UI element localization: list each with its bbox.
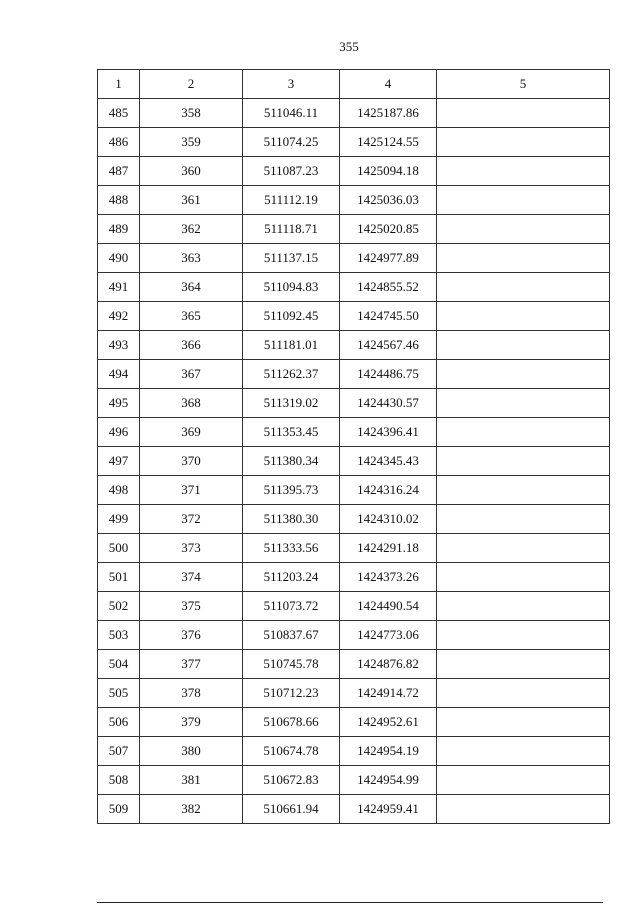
note-cell xyxy=(437,331,610,360)
y-coordinate-cell: 1424310.02 xyxy=(340,505,437,534)
note-cell xyxy=(437,737,610,766)
y-coordinate-cell: 1424373.26 xyxy=(340,563,437,592)
column-header: 5 xyxy=(437,70,610,99)
column-header: 1 xyxy=(98,70,140,99)
column-header: 3 xyxy=(243,70,340,99)
table-row xyxy=(98,679,610,708)
x-coordinate-cell: 511380.30 xyxy=(243,505,340,534)
x-coordinate-cell: 511092.45 xyxy=(243,302,340,331)
y-coordinate-cell: 1424430.57 xyxy=(340,389,437,418)
table-row xyxy=(98,447,610,476)
y-coordinate-cell: 1424316.24 xyxy=(340,476,437,505)
x-coordinate-cell: 511380.34 xyxy=(243,447,340,476)
point-number-cell: 363 xyxy=(140,244,243,273)
x-coordinate-cell: 510674.78 xyxy=(243,737,340,766)
note-cell xyxy=(437,621,610,650)
note-cell xyxy=(437,766,610,795)
row-number-cell: 509 xyxy=(98,795,140,824)
y-coordinate-cell: 1424773.06 xyxy=(340,621,437,650)
y-coordinate-cell: 1424977.89 xyxy=(340,244,437,273)
point-number-cell: 378 xyxy=(140,679,243,708)
table-body xyxy=(98,99,610,824)
table-row xyxy=(98,563,610,592)
x-coordinate-cell: 511137.15 xyxy=(243,244,340,273)
point-number-cell: 381 xyxy=(140,766,243,795)
row-number-cell: 508 xyxy=(98,766,140,795)
note-cell xyxy=(437,99,610,128)
x-coordinate-cell: 511118.71 xyxy=(243,215,340,244)
point-number-cell: 370 xyxy=(140,447,243,476)
note-cell xyxy=(437,418,610,447)
table-row xyxy=(98,505,610,534)
row-number-cell: 491 xyxy=(98,273,140,302)
row-number-cell: 494 xyxy=(98,360,140,389)
note-cell xyxy=(437,273,610,302)
row-number-cell: 502 xyxy=(98,592,140,621)
point-number-cell: 358 xyxy=(140,99,243,128)
point-number-cell: 380 xyxy=(140,737,243,766)
x-coordinate-cell: 511203.24 xyxy=(243,563,340,592)
point-number-cell: 365 xyxy=(140,302,243,331)
table-row xyxy=(98,795,610,824)
row-number-cell: 495 xyxy=(98,389,140,418)
point-number-cell: 368 xyxy=(140,389,243,418)
note-cell xyxy=(437,476,610,505)
y-coordinate-cell: 1424490.54 xyxy=(340,592,437,621)
point-number-cell: 362 xyxy=(140,215,243,244)
y-coordinate-cell: 1425020.85 xyxy=(340,215,437,244)
y-coordinate-cell: 1424345.43 xyxy=(340,447,437,476)
y-coordinate-cell: 1424291.18 xyxy=(340,534,437,563)
header-row xyxy=(98,70,610,99)
note-cell xyxy=(437,186,610,215)
point-number-cell: 377 xyxy=(140,650,243,679)
y-coordinate-cell: 1425124.55 xyxy=(340,128,437,157)
point-number-cell: 376 xyxy=(140,621,243,650)
note-cell xyxy=(437,360,610,389)
x-coordinate-cell: 510712.23 xyxy=(243,679,340,708)
note-cell xyxy=(437,563,610,592)
coordinates-table xyxy=(97,69,610,824)
table-row xyxy=(98,331,610,360)
y-coordinate-cell: 1424855.52 xyxy=(340,273,437,302)
point-number-cell: 366 xyxy=(140,331,243,360)
y-coordinate-cell: 1424952.61 xyxy=(340,708,437,737)
x-coordinate-cell: 511073.72 xyxy=(243,592,340,621)
point-number-cell: 369 xyxy=(140,418,243,447)
y-coordinate-cell: 1425094.18 xyxy=(340,157,437,186)
row-number-cell: 498 xyxy=(98,476,140,505)
x-coordinate-cell: 510745.78 xyxy=(243,650,340,679)
row-number-cell: 489 xyxy=(98,215,140,244)
note-cell xyxy=(437,534,610,563)
point-number-cell: 374 xyxy=(140,563,243,592)
note-cell xyxy=(437,389,610,418)
page-number: 355 xyxy=(339,39,359,54)
note-cell xyxy=(437,592,610,621)
x-coordinate-cell: 511262.37 xyxy=(243,360,340,389)
y-coordinate-cell: 1424914.72 xyxy=(340,679,437,708)
column-header: 2 xyxy=(140,70,243,99)
point-number-cell: 372 xyxy=(140,505,243,534)
y-coordinate-cell: 1424745.50 xyxy=(340,302,437,331)
x-coordinate-cell: 511395.73 xyxy=(243,476,340,505)
x-coordinate-cell: 510837.67 xyxy=(243,621,340,650)
note-cell xyxy=(437,157,610,186)
x-coordinate-cell: 511181.01 xyxy=(243,331,340,360)
table-row xyxy=(98,99,610,128)
x-coordinate-cell: 511087.23 xyxy=(243,157,340,186)
table-row xyxy=(98,737,610,766)
table-row xyxy=(98,128,610,157)
row-number-cell: 501 xyxy=(98,563,140,592)
note-cell xyxy=(437,215,610,244)
table-row xyxy=(98,273,610,302)
row-number-cell: 505 xyxy=(98,679,140,708)
row-number-cell: 497 xyxy=(98,447,140,476)
row-number-cell: 504 xyxy=(98,650,140,679)
note-cell xyxy=(437,679,610,708)
note-cell xyxy=(437,795,610,824)
note-cell xyxy=(437,650,610,679)
y-coordinate-cell: 1424486.75 xyxy=(340,360,437,389)
x-coordinate-cell: 511046.11 xyxy=(243,99,340,128)
y-coordinate-cell: 1424567.46 xyxy=(340,331,437,360)
y-coordinate-cell: 1424954.99 xyxy=(340,766,437,795)
table-row xyxy=(98,302,610,331)
table-row xyxy=(98,766,610,795)
note-cell xyxy=(437,447,610,476)
note-cell xyxy=(437,128,610,157)
table-header xyxy=(98,70,610,99)
row-number-cell: 493 xyxy=(98,331,140,360)
y-coordinate-cell: 1424959.41 xyxy=(340,795,437,824)
table-row xyxy=(98,244,610,273)
column-header: 4 xyxy=(340,70,437,99)
table-row xyxy=(98,650,610,679)
row-number-cell: 487 xyxy=(98,157,140,186)
y-coordinate-cell: 1424396.41 xyxy=(340,418,437,447)
row-number-cell: 500 xyxy=(98,534,140,563)
row-number-cell: 485 xyxy=(98,99,140,128)
table-row xyxy=(98,186,610,215)
table-row xyxy=(98,592,610,621)
x-coordinate-cell: 511353.45 xyxy=(243,418,340,447)
table-row xyxy=(98,621,610,650)
table-row xyxy=(98,418,610,447)
point-number-cell: 371 xyxy=(140,476,243,505)
row-number-cell: 507 xyxy=(98,737,140,766)
point-number-cell: 367 xyxy=(140,360,243,389)
x-coordinate-cell: 510672.83 xyxy=(243,766,340,795)
note-cell xyxy=(437,244,610,273)
x-coordinate-cell: 511319.02 xyxy=(243,389,340,418)
table-row xyxy=(98,215,610,244)
row-number-cell: 490 xyxy=(98,244,140,273)
table-row xyxy=(98,708,610,737)
table-row xyxy=(98,534,610,563)
row-number-cell: 496 xyxy=(98,418,140,447)
y-coordinate-cell: 1424876.82 xyxy=(340,650,437,679)
y-coordinate-cell: 1425187.86 xyxy=(340,99,437,128)
note-cell xyxy=(437,505,610,534)
point-number-cell: 375 xyxy=(140,592,243,621)
note-cell xyxy=(437,708,610,737)
footer-rule xyxy=(97,902,603,903)
row-number-cell: 492 xyxy=(98,302,140,331)
x-coordinate-cell: 510661.94 xyxy=(243,795,340,824)
point-number-cell: 382 xyxy=(140,795,243,824)
point-number-cell: 359 xyxy=(140,128,243,157)
row-number-cell: 506 xyxy=(98,708,140,737)
point-number-cell: 360 xyxy=(140,157,243,186)
x-coordinate-cell: 511074.25 xyxy=(243,128,340,157)
x-coordinate-cell: 511094.83 xyxy=(243,273,340,302)
y-coordinate-cell: 1425036.03 xyxy=(340,186,437,215)
y-coordinate-cell: 1424954.19 xyxy=(340,737,437,766)
point-number-cell: 373 xyxy=(140,534,243,563)
point-number-cell: 361 xyxy=(140,186,243,215)
table-row xyxy=(98,476,610,505)
point-number-cell: 364 xyxy=(140,273,243,302)
point-number-cell: 379 xyxy=(140,708,243,737)
row-number-cell: 486 xyxy=(98,128,140,157)
x-coordinate-cell: 510678.66 xyxy=(243,708,340,737)
row-number-cell: 499 xyxy=(98,505,140,534)
table-row xyxy=(98,389,610,418)
x-coordinate-cell: 511112.19 xyxy=(243,186,340,215)
x-coordinate-cell: 511333.56 xyxy=(243,534,340,563)
table-row xyxy=(98,360,610,389)
note-cell xyxy=(437,302,610,331)
row-number-cell: 503 xyxy=(98,621,140,650)
table-row xyxy=(98,157,610,186)
row-number-cell: 488 xyxy=(98,186,140,215)
